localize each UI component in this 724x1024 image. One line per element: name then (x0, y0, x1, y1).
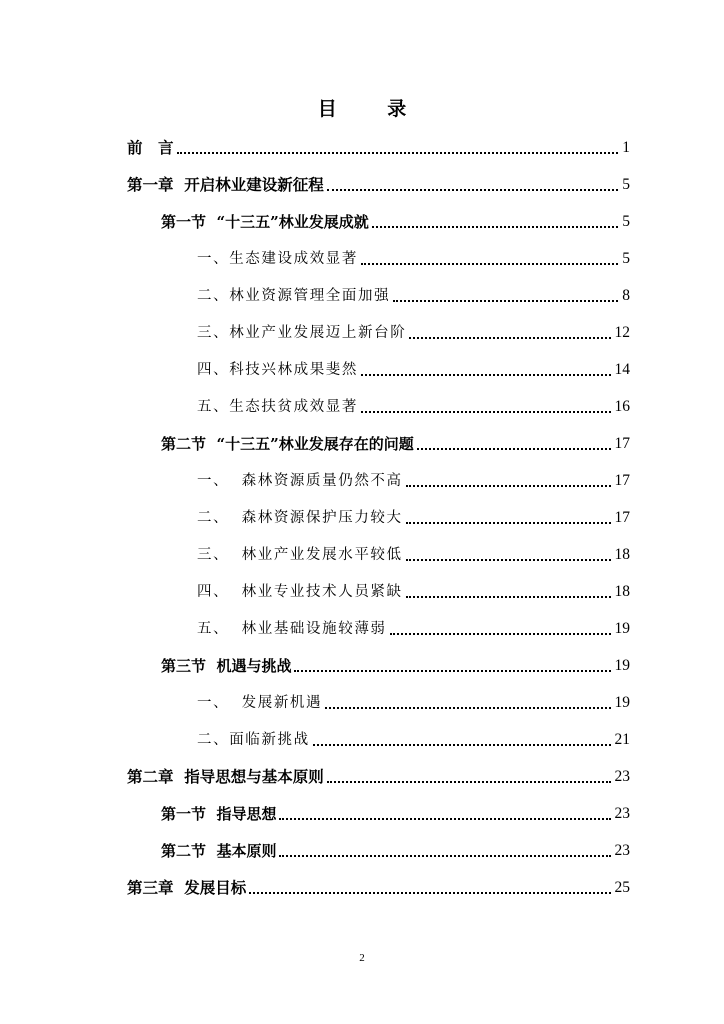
toc-entry-page-number: 23 (614, 842, 630, 859)
toc-entry-label: 二、林业资源管理全面加强 (197, 288, 391, 304)
toc-entry-page-number: 1 (622, 139, 630, 156)
toc-entry[interactable] (197, 243, 630, 269)
toc-entry-label: 第一节 指导思想 (161, 805, 277, 823)
toc-dot-leader (279, 855, 610, 857)
toc-entry-label: 三、 林业产业发展水平较低 (197, 547, 403, 563)
toc-entry-page-number: 19 (614, 657, 630, 674)
toc-title: 目 录 (317, 98, 429, 120)
toc-dot-leader (406, 596, 611, 598)
toc-dot-leader (294, 670, 610, 672)
toc-entry-page-number: 17 (614, 435, 630, 452)
toc-dot-leader (325, 707, 610, 709)
toc-entry-label: 一、生态建设成效显著 (197, 251, 358, 267)
toc-entry-label: 二、面临新挑战 (197, 732, 310, 748)
toc-entry-label: 第二章 指导思想与基本原则 (127, 767, 324, 786)
toc-entry[interactable] (197, 502, 630, 528)
toc-dot-leader (249, 892, 610, 894)
toc-entry[interactable] (197, 687, 630, 713)
toc-dot-leader (406, 485, 611, 487)
toc-entry-label: 五、 林业基础设施较薄弱 (197, 621, 387, 637)
toc-entry-page-number: 17 (614, 472, 630, 489)
toc-entry-page-number: 19 (614, 620, 630, 637)
toc-entry[interactable] (127, 169, 630, 195)
toc-dot-leader (393, 300, 618, 302)
toc-entry-label: 前 言 (127, 138, 174, 157)
toc-entry-label: 第一章 开启林业建设新征程 (127, 175, 324, 194)
toc-entry-label: 第三章 发展目标 (127, 878, 247, 897)
toc-dot-leader (417, 448, 611, 450)
toc-entry[interactable] (127, 761, 630, 787)
toc-entry[interactable] (197, 317, 630, 343)
toc-dot-leader (361, 411, 611, 413)
footer-page-number: 2 (359, 952, 365, 964)
toc-dot-leader (327, 781, 611, 783)
toc-dot-leader (372, 226, 619, 228)
toc-entry-page-number: 12 (614, 324, 630, 341)
toc-entry-label: 一、 森林资源质量仍然不高 (197, 473, 403, 489)
toc-dot-leader (177, 152, 619, 154)
toc-entry-label: 第三节 机遇与挑战 (161, 657, 292, 675)
toc-entry-page-number: 23 (614, 768, 630, 785)
toc-entry-label: 五、生态扶贫成效显著 (197, 399, 358, 415)
toc-dot-leader (327, 189, 618, 191)
toc-entry-page-number: 16 (614, 398, 630, 415)
toc-dot-leader (390, 633, 611, 635)
toc-entry-label: 第二节 基本原则 (161, 842, 277, 860)
toc-entry[interactable] (197, 465, 630, 491)
toc-entry[interactable] (197, 724, 630, 750)
toc-entry[interactable] (161, 835, 630, 861)
toc-entry-page-number: 14 (614, 361, 630, 378)
toc-entry[interactable] (197, 354, 630, 380)
toc-entry[interactable] (161, 798, 630, 824)
toc-entry[interactable] (161, 206, 630, 232)
toc-entry-page-number: 19 (614, 694, 630, 711)
toc-entry-page-number: 25 (614, 879, 630, 896)
toc-entry[interactable] (161, 428, 630, 454)
toc-entry-page-number: 5 (622, 213, 630, 230)
toc-dot-leader (279, 818, 610, 820)
toc-entry[interactable] (161, 650, 630, 676)
toc-dot-leader (361, 263, 618, 265)
toc-entry-page-number: 17 (614, 509, 630, 526)
toc-dot-leader (313, 744, 611, 746)
toc-entry[interactable] (197, 391, 630, 417)
toc-entry-label: 二、 森林资源保护压力较大 (197, 510, 403, 526)
toc-entry-label: 第二节 “十三五”林业发展存在的问题 (161, 435, 414, 453)
toc-entry[interactable] (197, 280, 630, 306)
toc-entry-label: 第一节 “十三五”林业发展成就 (161, 213, 369, 231)
toc-entry[interactable] (197, 613, 630, 639)
toc-entry[interactable] (127, 872, 630, 898)
toc-dot-leader (361, 374, 611, 376)
toc-dot-leader (409, 337, 610, 339)
toc-entry-label: 三、林业产业发展迈上新台阶 (197, 325, 407, 341)
toc-entry-page-number: 23 (614, 805, 630, 822)
toc-dot-leader (406, 522, 611, 524)
toc-dot-leader (406, 559, 611, 561)
toc-entry-page-number: 21 (614, 731, 630, 748)
toc-entry-label: 四、 林业专业技术人员紧缺 (197, 584, 403, 600)
toc-entry-page-number: 5 (622, 176, 630, 193)
toc-entry-page-number: 8 (622, 287, 630, 304)
toc-entry-page-number: 18 (614, 546, 630, 563)
toc-entry-page-number: 5 (622, 250, 630, 267)
toc-entry[interactable] (127, 132, 630, 158)
toc-entry-label: 一、 发展新机遇 (197, 695, 323, 711)
toc-entry-page-number: 18 (614, 583, 630, 600)
toc-entry-label: 四、科技兴林成果斐然 (197, 362, 358, 378)
toc-entry[interactable] (197, 539, 630, 565)
toc-entry[interactable] (197, 576, 630, 602)
